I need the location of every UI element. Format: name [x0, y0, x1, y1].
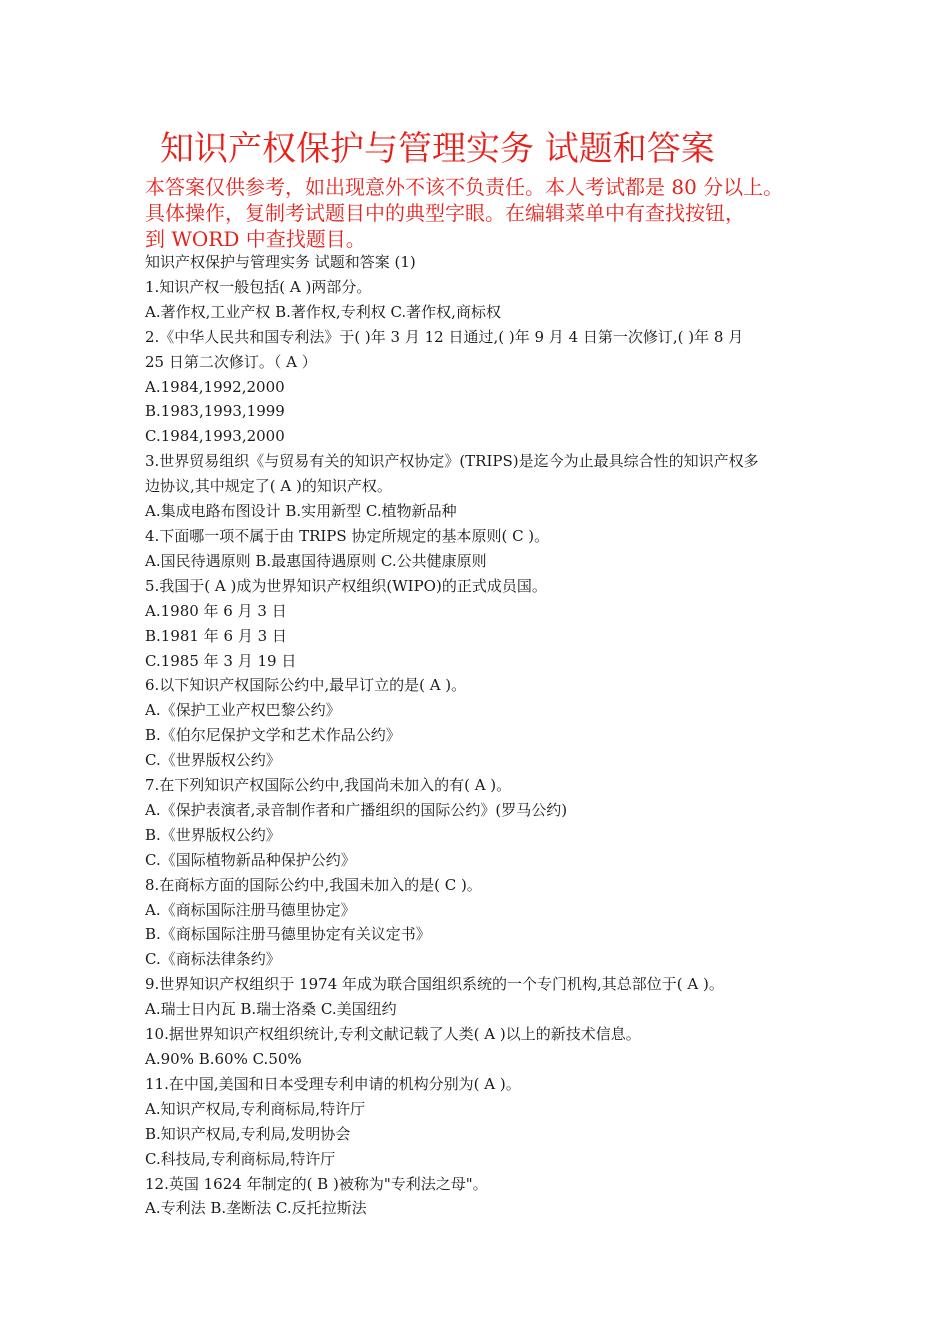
text-line: 3.世界贸易组织《与贸易有关的知识产权协定》(TRIPS)是迄今为止最具综合性的知识产权多	[145, 452, 759, 471]
text-line: A.知识产权局,专利商标局,特许厅	[145, 1099, 366, 1118]
text-line: A.1980 年 6 月 3 日	[145, 601, 287, 620]
text-line: C.科技局,专利商标局,特许厅	[145, 1149, 336, 1168]
text-line: B.1983,1993,1999	[145, 402, 285, 421]
text-line: B.《世界版权公约》	[145, 825, 281, 844]
text-line: 11.在中国,美国和日本受理专利申请的机构分别为( A )。	[145, 1074, 521, 1093]
text-line: B.1981 年 6 月 3 日	[145, 626, 287, 645]
document-title: 知识产权保护与管理实务 试题和答案	[160, 129, 715, 169]
text-line: B.《伯尔尼保护文学和艺术作品公约》	[145, 726, 401, 745]
text-line: A.《商标国际注册马德里协定》	[145, 900, 356, 919]
text-line: A.1984,1992,2000	[145, 377, 285, 396]
text-line: A.专利法 B.垄断法 C.反托拉斯法	[145, 1199, 367, 1218]
text-line: 9.世界知识产权组织于 1974 年成为联合国组织系统的一个专门机构,其总部位于( A )。	[145, 975, 724, 994]
text-line: 1.知识产权一般包括( A )两部分。	[145, 277, 372, 296]
text-line: 5.我国于( A )成为世界知识产权组织(WIPO)的正式成员国。	[145, 576, 547, 595]
text-line: B.《商标国际注册马德里协定有关议定书》	[145, 925, 431, 944]
notice-line: 本答案仅供参考，如出现意外不该不负责任。本人考试都是 80 分以上。	[145, 175, 784, 199]
text-line: 2.《中华人民共和国专利法》于( )年 3 月 12 日通过,( )年 9 月 4 日第一次修订,( )年 8 月	[145, 327, 744, 346]
text-line: 25 日第二次修订。（ A ）	[145, 352, 317, 371]
text-line: C.1984,1993,2000	[145, 427, 285, 446]
text-line: 10.据世界知识产权组织统计,专利文献记载了人类( A )以上的新技术信息。	[145, 1025, 641, 1044]
text-line: 6.以下知识产权国际公约中,最早订立的是( A )。	[145, 676, 467, 695]
question-list	[145, 250, 825, 1221]
text-line: B.知识产权局,专利局,发明协会	[145, 1124, 351, 1143]
text-line: C.《商标法律条约》	[145, 950, 281, 969]
text-line: A.90% B.60% C.50%	[145, 1050, 302, 1068]
text-line: 7.在下列知识产权国际公约中,我国尚未加入的有( A )。	[145, 776, 512, 795]
text-line: 8.在商标方面的国际公约中,我国未加入的是( C )。	[145, 875, 482, 894]
text-line: A.国民待遇原则 B.最惠国待遇原则 C.公共健康原则	[145, 551, 487, 570]
text-line: A.瑞士日内瓦 B.瑞士洛桑 C.美国纽约	[145, 1000, 397, 1019]
text-line: C.《国际植物新品种保护公约》	[145, 850, 356, 869]
disclaimer-notice	[145, 174, 865, 252]
notice-line: 到 WORD 中查找题目。	[145, 227, 366, 251]
notice-line: 具体操作，复制考试题目中的典型字眼。在编辑菜单中有查找按钮，	[145, 201, 745, 225]
text-line: C.《世界版权公约》	[145, 751, 281, 770]
text-line: A.著作权,工业产权 B.著作权,专利权 C.著作权,商标权	[145, 302, 501, 321]
text-line: C.1985 年 3 月 19 日	[145, 651, 297, 670]
text-line: A.集成电路布图设计 B.实用新型 C.植物新品种	[145, 502, 457, 521]
section-heading: 知识产权保护与管理实务 试题和答案 (1)	[145, 253, 416, 271]
text-line: A.《保护表演者,录音制作者和广播组织的国际公约》(罗马公约)	[145, 800, 568, 819]
text-line: 边协议,其中规定了( A )的知识产权。	[145, 477, 392, 496]
text-line: 12.英国 1624 年制定的( B )被称为"专利法之母"。	[145, 1174, 488, 1193]
text-line: A.《保护工业产权巴黎公约》	[145, 701, 341, 720]
text-line: 4.下面哪一项不属于由 TRIPS 协定所规定的基本原则( C )。	[145, 526, 550, 545]
